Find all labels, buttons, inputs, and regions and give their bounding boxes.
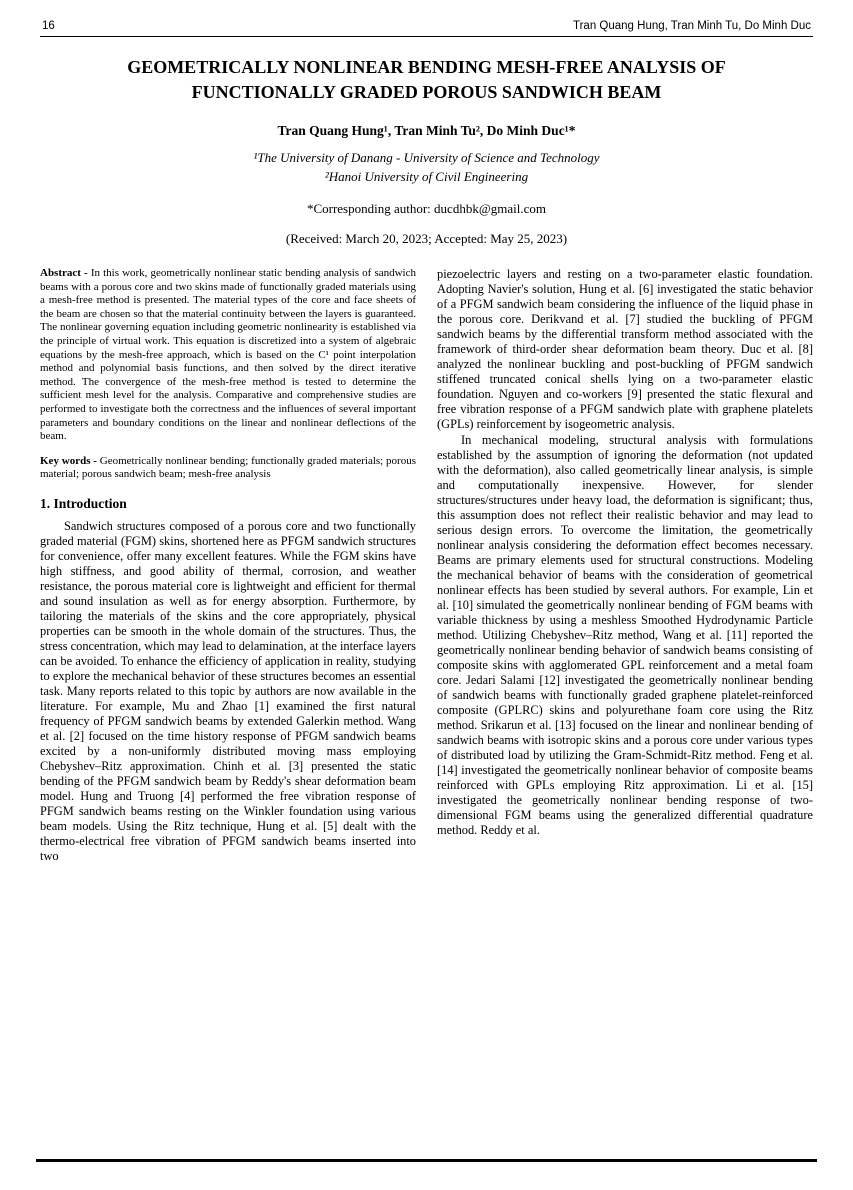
- corresponding-author: *Corresponding author: ducdhbk@gmail.com: [306, 201, 547, 217]
- left-column: [40, 267, 416, 865]
- paper-title-line1: GEOMETRICALLY NONLINEAR BENDING MESH-FREE ANALYSIS OF: [127, 57, 726, 77]
- introduction-paragraph-2: In mechanical modeling, structural analysis with formulations established by the assumption of ignoring the deformation (not updated with the deformation), also called geometrically linear analysis, is simple and computationally inexpensive. However, for slender structures/structures under heavy load, the deformation is significant; thus, this assumption does not reflect their realistic behavior and may lead to serious design errors. To overcome the limitation, the geometrically nonlinear analysis considering the deformation effect becomes necessary. Beams are primary elements used for structural constructions. Modeling the mechanical behavior of beams with the consideration of geometrical nonlinear effects has been studied by several authors. For example, Lin et al. [10] simulated the geometrically nonlinear bending of FGM beams with variable thickness by using a meshless Smoothed Hydrodynamic Particle method. Utilizing Chebyshev–Ritz method, Wang et al. [11] reported the geometrically nonlinear bending behavior of sandwich beams consisting of composite skins with agglomerated GPL reinforcement and a metal foam core. Jedari Salami [12] investigated the geometrically nonlinear bending of sandwich beams with functionally graded graphene platelet-reinforced composite (GPLRC) skins and polyurethane foam core using the Ritz method. Srikarun et al. [13] focused on the linear and nonlinear bending of sandwich beams with isotropic skins and a porous core under various types of distributed load by utilizing the Gram-Schmidt-Ritz method. Feng et al. [14] investigated the geometrically nonlinear behavior of composite beams reinforced with GPLs employing Ritz approximation. Li et al. [15] investigated the geometrically nonlinear bending response of two-dimensional FGM beams using the generalized differential quadrature method. Reddy et al.: [437, 433, 813, 838]
- abstract-label: Abstract -: [40, 267, 88, 280]
- introduction-paragraph-1-continuation: piezoelectric layers and resting on a two-parameter elastic foundation. Adopting Navier's solution, Hung et al. [6] investigated the static behavior of a PFGM sandwich beam considering the influence of the liquid phase in the porous core. Derikvand et al. [7] studied the buckling of PFGM sandwich beams by the differential transform method associated with the framework of third-order shear deformation beam theory. Duc et al. [8] analyzed the nonlinear buckling and post-buckling of PFGM sandwich stiffened truncated conical shells lying on a two-parameter elastic foundation. Nguyen and co-workers [9] presented the static flexural and free vibration response of a PFGM sandwich plate with graphene platelets (GPLs) reinforcement by isogeometric analysis.: [437, 267, 813, 432]
- paper-title: [40, 55, 813, 105]
- footer-rule: [36, 1159, 817, 1162]
- paper-title-line2: FUNCTIONALLY GRADED POROUS SANDWICH BEAM: [191, 82, 662, 103]
- header-rule: [40, 36, 813, 37]
- received-accepted-line: (Received: March 20, 2023; Accepted: May 25, 2023): [285, 231, 568, 247]
- running-authors: Tran Quang Hung, Tran Minh Tu, Do Minh Duc: [573, 20, 811, 32]
- page-number: 16: [42, 20, 55, 32]
- abstract-paragraph: [40, 267, 416, 444]
- keywords-paragraph: [40, 455, 416, 482]
- right-column: [437, 267, 813, 865]
- keywords-text: Geometrically nonlinear bending; functionally graded materials; porous material; porous sandwich beam; mesh-free analysis: [40, 454, 416, 481]
- page-header: [40, 20, 813, 36]
- affiliation-1: ¹The University of Danang - University of Science and Technology: [253, 150, 600, 166]
- two-column-body: [40, 267, 813, 865]
- authors-line: Tran Quang Hung¹, Tran Minh Tu², Do Minh Duc¹*: [277, 123, 576, 139]
- section-heading-introduction: 1. Introduction: [40, 495, 127, 511]
- introduction-paragraph-1: Sandwich structures composed of a porous core and two functionally graded material (FGM) skins, shortened here as PFGM sandwich structures for convenience, offer many excellent features. While the FGM skins have high stiffness, and good ability of thermal, corrosion, and weather resistance, the porous material core is lightweight and efficient for thermal and sound insulation as well as for energy absorption. Furthermore, by tailoring the materials of the skins and the core appropriately, physical properties can be smooth in the whole domain of the structures. Thus, the stress concentration, which may lead to delamination, at the interface layers can be avoided. To enhance the efficiency of application in reality, studying to explore the mechanical behavior of these structures becomes an essential task. Many reports related to this topic by authors are now available in the literature. For example, Mu and Zhao [1] examined the first natural frequency of PFGM sandwich beams by extended Galerkin method. Wang et al. [2] focused on the time history response of PFGM sandwich beams excited by a non-uniformly distributed moving mass employing Chebyshev–Ritz approximation. Chinh et al. [3] presented the static bending of the PFGM sandwich beam by Reddy's shear deformation beam model. Hung and Truong [4] performed the free vibration response of PFGM sandwich beams resting on the Winkler foundation using various beam models. Using the Ritz technique, Hung et al. [5] dealt with the thermo-electrical free vibration of PFGM sandwich beams inserted into two: [40, 518, 416, 863]
- affiliation-2: ²Hanoi University of Civil Engineering: [324, 169, 529, 185]
- abstract-text: In this work, geometrically nonlinear static bending analysis of sandwich beams with a porous core and two skins made of functionally graded materials using a mesh-free method is presented. The material types of the core and face sheets of the beam are chosen so that the material continuity between the layers is guaranteed. The nonlinear governing equation including geometric nonlinearity is established via the principle of virtual work. This equation is discretized into a system of algebraic equations by the mesh-free approach, which is based on the C¹ point interpolation method and polynomial basis functions, and then solved by the direct iterative method. The convergence of the mesh-free method is tested to determine the sufficient mesh level for the analysis. Comparative and comprehensive studies are performed to investigate both the correctness and the influences of several important parameters and boundary conditions on the linear and nonlinear deflections of the beam.: [40, 267, 416, 443]
- keywords-label: Key words -: [40, 454, 97, 467]
